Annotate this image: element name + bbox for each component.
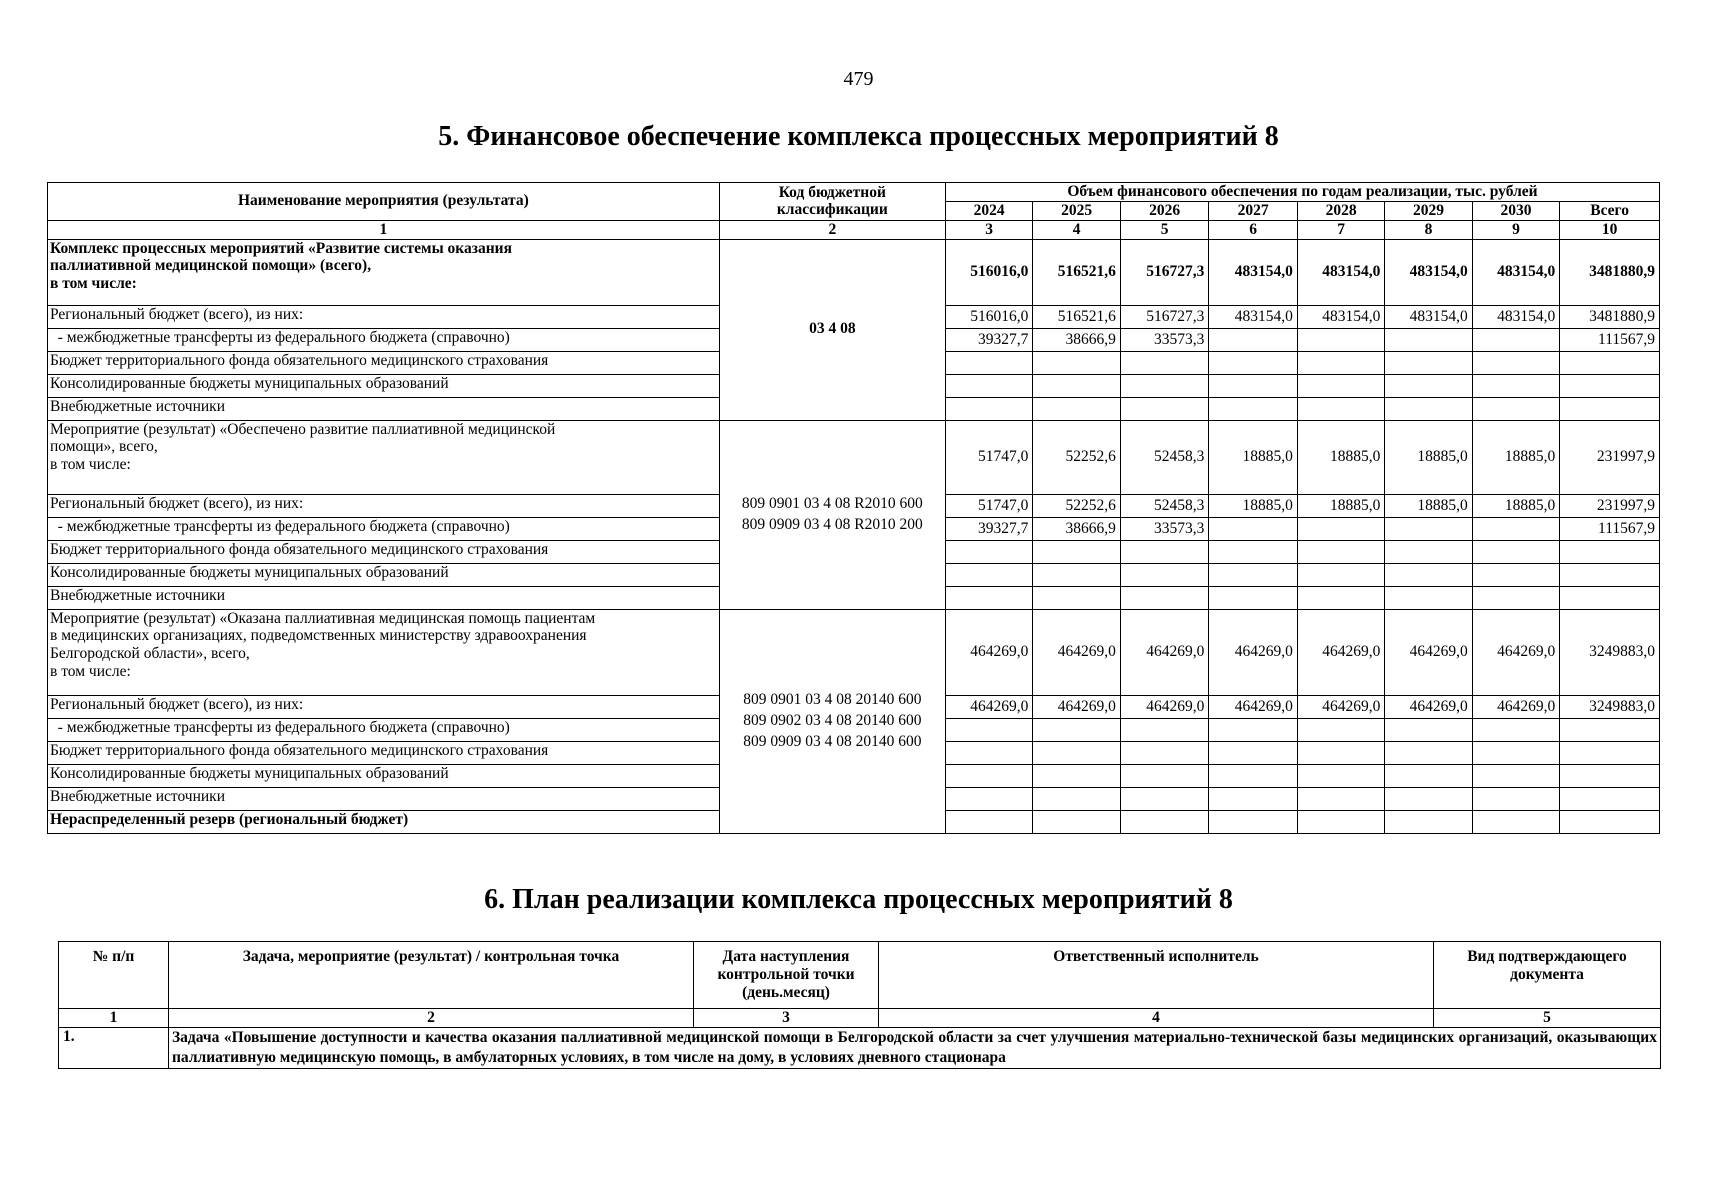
value-cell — [945, 586, 1032, 609]
value-cell — [1297, 586, 1384, 609]
value-cell — [945, 374, 1032, 397]
value-cell — [1297, 764, 1384, 787]
value-cell: 516727,3 — [1120, 305, 1208, 328]
column-number: 3 — [694, 1009, 879, 1028]
financing-table — [47, 182, 1660, 834]
value-cell — [1472, 741, 1559, 764]
value-cell: 39327,7 — [945, 328, 1032, 351]
value-cell — [1033, 810, 1120, 833]
value-cell: 516016,0 — [945, 305, 1032, 328]
value-cell — [1120, 351, 1208, 374]
value-cell — [1472, 586, 1559, 609]
reserve-row-name: Нераспределенный резерв (региональный бюджет) — [48, 810, 720, 833]
value-cell: 464269,0 — [945, 695, 1032, 718]
plan-task-row — [59, 1028, 1661, 1069]
value-cell: 464269,0 — [1120, 695, 1208, 718]
row-name: Бюджет территориального фонда обязательного медицинского страхования — [48, 351, 720, 374]
column-number: 5 — [1120, 220, 1208, 239]
value-cell — [945, 540, 1032, 563]
header-year: 2028 — [1297, 201, 1384, 220]
row-name: Мероприятие (результат) «Обеспечено развитие паллиативной медицинской помощи», всего, в том числе: — [48, 420, 720, 494]
row-name: - межбюджетные трансферты из федерального бюджета (справочно) — [48, 718, 720, 741]
column-number: 4 — [1033, 220, 1120, 239]
value-cell — [1385, 787, 1472, 810]
value-cell — [1385, 517, 1472, 540]
value-cell — [1120, 810, 1208, 833]
row-name: Консолидированные бюджеты муниципальных образований — [48, 374, 720, 397]
value-cell: 464269,0 — [1297, 695, 1384, 718]
section-6-title: 6. План реализации комплекса процессных мероприятий 8 — [484, 884, 1233, 915]
value-cell — [1209, 764, 1297, 787]
value-cell — [1120, 397, 1208, 420]
value-cell: 483154,0 — [1385, 239, 1472, 305]
value-cell: 483154,0 — [1297, 239, 1384, 305]
value-cell — [1033, 787, 1120, 810]
value-cell — [1472, 718, 1559, 741]
header-volume: Объем финансового обеспечения по годам реализации, тыс. рублей — [945, 183, 1659, 202]
plan-header-no: № п/п — [59, 942, 169, 1009]
value-cell: 18885,0 — [1297, 420, 1384, 494]
value-cell: 33573,3 — [1120, 517, 1208, 540]
value-cell — [1385, 741, 1472, 764]
value-cell — [1120, 718, 1208, 741]
value-cell — [1297, 563, 1384, 586]
plan-header-task: Задача, мероприятие (результат) / контрольная точка — [169, 942, 694, 1009]
task-text: Задача «Повышение доступности и качества оказания паллиативной медицинской помощи в Белгородской области за счет улучшения материально-технической базы медицинских организаций, оказывающих паллиативную медицинскую помощь, в амбулаторных условиях, в том числе на дому, в условиях дневного стационара — [169, 1028, 1661, 1069]
value-cell — [1560, 810, 1660, 833]
row-name: Бюджет территориального фонда обязательного медицинского страхования — [48, 540, 720, 563]
value-cell: 464269,0 — [1472, 695, 1559, 718]
column-number: 8 — [1385, 220, 1472, 239]
value-cell — [1297, 517, 1384, 540]
value-cell: 516727,3 — [1120, 239, 1208, 305]
row-name: Внебюджетные источники — [48, 787, 720, 810]
value-cell — [1385, 374, 1472, 397]
value-cell — [1120, 764, 1208, 787]
header-year: 2026 — [1120, 201, 1208, 220]
value-cell — [945, 764, 1032, 787]
value-cell: 464269,0 — [1209, 695, 1297, 718]
table-row — [48, 420, 1660, 494]
value-cell: 52252,6 — [1033, 420, 1120, 494]
value-cell: 516016,0 — [945, 239, 1032, 305]
plan-table — [58, 941, 1661, 1069]
value-cell — [1297, 397, 1384, 420]
column-number: 3 — [945, 220, 1032, 239]
value-cell: 111567,9 — [1560, 328, 1660, 351]
value-cell — [1472, 351, 1559, 374]
value-cell — [1033, 718, 1120, 741]
value-cell: 464269,0 — [1033, 695, 1120, 718]
value-cell — [1297, 540, 1384, 563]
value-cell — [1297, 328, 1384, 351]
value-cell — [1560, 741, 1660, 764]
value-cell — [1033, 563, 1120, 586]
value-cell: 464269,0 — [1209, 609, 1297, 695]
value-cell: 52458,3 — [1120, 494, 1208, 517]
value-cell — [1560, 586, 1660, 609]
value-cell — [1297, 718, 1384, 741]
value-cell: 3481880,9 — [1560, 239, 1660, 305]
value-cell — [1385, 718, 1472, 741]
plan-header-executor: Ответственный исполнитель — [879, 942, 1434, 1009]
value-cell: 3249883,0 — [1560, 609, 1660, 695]
value-cell — [1209, 787, 1297, 810]
header-year: 2025 — [1033, 201, 1120, 220]
value-cell — [1472, 397, 1559, 420]
value-cell: 18885,0 — [1385, 420, 1472, 494]
value-cell — [1209, 540, 1297, 563]
value-cell: 52458,3 — [1120, 420, 1208, 494]
value-cell — [1297, 810, 1384, 833]
value-cell — [1033, 764, 1120, 787]
value-cell — [945, 810, 1032, 833]
value-cell — [1297, 351, 1384, 374]
value-cell — [1472, 563, 1559, 586]
header-code: Код бюджетной классификации — [719, 183, 945, 221]
value-cell — [945, 787, 1032, 810]
row-name: - межбюджетные трансферты из федерального бюджета (справочно) — [48, 517, 720, 540]
value-cell — [1385, 328, 1472, 351]
value-cell — [1120, 374, 1208, 397]
column-number: 2 — [719, 220, 945, 239]
value-cell — [1472, 787, 1559, 810]
value-cell: 3481880,9 — [1560, 305, 1660, 328]
value-cell — [1209, 374, 1297, 397]
value-cell: 3249883,0 — [1560, 695, 1660, 718]
value-cell: 516521,6 — [1033, 305, 1120, 328]
value-cell — [1385, 540, 1472, 563]
value-cell — [945, 397, 1032, 420]
row-name: Региональный бюджет (всего), из них: — [48, 695, 720, 718]
row-name: Бюджет территориального фонда обязательного медицинского страхования — [48, 741, 720, 764]
value-cell: 483154,0 — [1297, 305, 1384, 328]
value-cell: 483154,0 — [1209, 305, 1297, 328]
value-cell — [1385, 586, 1472, 609]
value-cell: 38666,9 — [1033, 517, 1120, 540]
value-cell — [1560, 397, 1660, 420]
value-cell — [1120, 586, 1208, 609]
plan-header-date: Дата наступления контрольной точки (день.месяц) — [694, 942, 879, 1009]
value-cell — [1472, 517, 1559, 540]
value-cell — [945, 563, 1032, 586]
row-name: Консолидированные бюджеты муниципальных образований — [48, 563, 720, 586]
value-cell: 51747,0 — [945, 494, 1032, 517]
plan-header-doc: Вид подтверждающего документа — [1434, 942, 1661, 1009]
budget-code: 809 0901 03 4 08 20140 600 809 0902 03 4 08 20140 600 809 0909 03 4 08 20140 600 — [719, 609, 945, 833]
value-cell — [1385, 563, 1472, 586]
table-row — [48, 239, 1660, 305]
value-cell — [1120, 741, 1208, 764]
value-cell: 464269,0 — [1033, 609, 1120, 695]
row-name: Консолидированные бюджеты муниципальных образований — [48, 764, 720, 787]
value-cell — [1385, 764, 1472, 787]
value-cell — [1209, 741, 1297, 764]
budget-code: 03 4 08 — [719, 239, 945, 420]
value-cell: 39327,7 — [945, 517, 1032, 540]
header-name: Наименование мероприятия (результата) — [48, 183, 720, 221]
value-cell — [1472, 328, 1559, 351]
value-cell: 483154,0 — [1385, 305, 1472, 328]
value-cell: 464269,0 — [1297, 609, 1384, 695]
value-cell — [1560, 563, 1660, 586]
value-cell — [945, 718, 1032, 741]
value-cell: 18885,0 — [1472, 420, 1559, 494]
value-cell — [1209, 328, 1297, 351]
header-year: 2024 — [945, 201, 1032, 220]
value-cell: 483154,0 — [1472, 305, 1559, 328]
value-cell — [1385, 351, 1472, 374]
value-cell — [945, 741, 1032, 764]
table-row — [48, 609, 1660, 695]
value-cell: 464269,0 — [945, 609, 1032, 695]
value-cell: 51747,0 — [945, 420, 1032, 494]
value-cell — [1209, 397, 1297, 420]
value-cell — [1120, 563, 1208, 586]
value-cell: 18885,0 — [1209, 494, 1297, 517]
column-number: 5 — [1434, 1009, 1661, 1028]
value-cell: 464269,0 — [1385, 609, 1472, 695]
value-cell — [1560, 787, 1660, 810]
value-cell: 231997,9 — [1560, 420, 1660, 494]
value-cell — [1560, 374, 1660, 397]
column-number: 10 — [1560, 220, 1660, 239]
value-cell: 516521,6 — [1033, 239, 1120, 305]
value-cell — [1472, 374, 1559, 397]
value-cell: 483154,0 — [1209, 239, 1297, 305]
value-cell — [1209, 810, 1297, 833]
value-cell — [1120, 540, 1208, 563]
value-cell — [1385, 397, 1472, 420]
value-cell: 38666,9 — [1033, 328, 1120, 351]
value-cell — [1033, 741, 1120, 764]
row-name: Мероприятие (результат) «Оказана паллиативная медицинская помощь пациентам в медицинских организациях, подведомственных министерству здравоохранения Белгородской области», всего, в том числе: — [48, 609, 720, 695]
value-cell: 483154,0 — [1472, 239, 1559, 305]
column-number: 2 — [169, 1009, 694, 1028]
header-year: 2030 — [1472, 201, 1559, 220]
value-cell — [1560, 764, 1660, 787]
value-cell — [1297, 374, 1384, 397]
value-cell — [1209, 351, 1297, 374]
row-name: Внебюджетные источники — [48, 397, 720, 420]
value-cell — [1209, 718, 1297, 741]
value-cell — [1385, 810, 1472, 833]
value-cell: 52252,6 — [1033, 494, 1120, 517]
value-cell: 464269,0 — [1385, 695, 1472, 718]
value-cell: 464269,0 — [1120, 609, 1208, 695]
value-cell — [1472, 540, 1559, 563]
row-name: Региональный бюджет (всего), из них: — [48, 494, 720, 517]
page-number: 479 — [843, 68, 874, 90]
value-cell: 33573,3 — [1120, 328, 1208, 351]
value-cell — [1560, 718, 1660, 741]
task-number: 1. — [59, 1028, 169, 1069]
row-name: Внебюджетные источники — [48, 586, 720, 609]
value-cell — [1297, 741, 1384, 764]
value-cell — [1209, 517, 1297, 540]
column-number: 7 — [1297, 220, 1384, 239]
value-cell — [1033, 397, 1120, 420]
value-cell — [1120, 787, 1208, 810]
value-cell — [1033, 351, 1120, 374]
value-cell — [1297, 787, 1384, 810]
value-cell: 231997,9 — [1560, 494, 1660, 517]
value-cell: 18885,0 — [1385, 494, 1472, 517]
value-cell — [1033, 540, 1120, 563]
column-number: 1 — [59, 1009, 169, 1028]
budget-code: 809 0901 03 4 08 R2010 600 809 0909 03 4 08 R2010 200 — [719, 420, 945, 609]
row-name: - межбюджетные трансферты из федерального бюджета (справочно) — [48, 328, 720, 351]
value-cell: 464269,0 — [1472, 609, 1559, 695]
value-cell — [1033, 374, 1120, 397]
header-year: 2029 — [1385, 201, 1472, 220]
value-cell — [1209, 563, 1297, 586]
header-year: 2027 — [1209, 201, 1297, 220]
row-name: Региональный бюджет (всего), из них: — [48, 305, 720, 328]
header-year: Всего — [1560, 201, 1660, 220]
row-name: Комплекс процессных мероприятий «Развитие системы оказания паллиативной медицинской помощи» (всего), в том числе: — [48, 239, 720, 305]
value-cell — [1472, 764, 1559, 787]
value-cell — [945, 351, 1032, 374]
value-cell: 18885,0 — [1209, 420, 1297, 494]
section-5-title: 5. Финансовое обеспечение комплекса процессных мероприятий 8 — [438, 121, 1279, 152]
value-cell — [1033, 586, 1120, 609]
value-cell — [1560, 540, 1660, 563]
column-number: 9 — [1472, 220, 1559, 239]
value-cell: 18885,0 — [1297, 494, 1384, 517]
column-number: 6 — [1209, 220, 1297, 239]
value-cell — [1472, 810, 1559, 833]
value-cell — [1209, 586, 1297, 609]
value-cell: 111567,9 — [1560, 517, 1660, 540]
value-cell — [1560, 351, 1660, 374]
value-cell: 18885,0 — [1472, 494, 1559, 517]
column-number: 1 — [48, 220, 720, 239]
column-number: 4 — [879, 1009, 1434, 1028]
